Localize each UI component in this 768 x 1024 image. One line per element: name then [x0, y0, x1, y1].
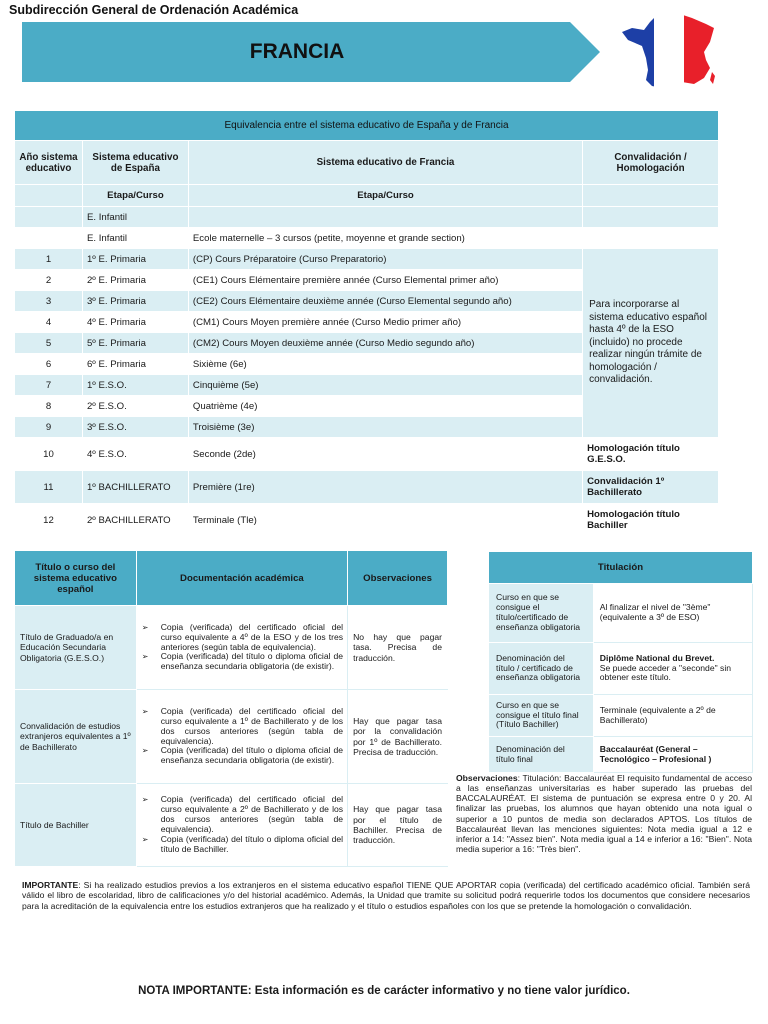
doc-obs-cell: Hay que pagar tasa por la convalidación por 1º de Bachillerato. Precisa de traducción. [348, 690, 448, 784]
observations-label: Observaciones [456, 773, 518, 783]
france-cell [188, 207, 582, 228]
doc-obs-cell: Hay que pagar tasa por el título de Bachiller. Precisa de traducción. [348, 784, 448, 867]
recognition-cell [583, 207, 719, 228]
france-cell: Cinquième (5e) [188, 375, 582, 396]
france-cell: Troisième (3e) [188, 417, 582, 438]
table-row [15, 784, 448, 867]
recognition-cell: Homologación título G.E.S.O. [583, 438, 719, 471]
subheader-france: Etapa/Curso [188, 185, 582, 207]
important-label: IMPORTANTE [22, 880, 79, 890]
year-cell [15, 228, 83, 249]
france-cell: Quatrième (4e) [188, 396, 582, 417]
list-item: ➢ Copia (verificada) del certificado oficial del curso equivalente a 1º de Bachillerato y de los dos cursos anteriores (según tabla de equivalencia). [139, 707, 343, 747]
spain-cell: 4º E. Primaria [82, 312, 188, 333]
header-obs: Observaciones [348, 551, 448, 606]
spain-cell: E. Infantil [82, 207, 188, 228]
year-cell: 8 [15, 396, 83, 417]
equivalence-table [14, 110, 719, 537]
organization-title: Subdirección General de Ordenación Académica [9, 3, 299, 17]
titulacion-label: Denominación del título / certificado de enseñanza obligatoria [489, 643, 594, 695]
country-title: FRANCIA [249, 40, 345, 63]
table-row [489, 737, 753, 773]
year-cell: 11 [15, 471, 83, 504]
header-year: Año sistema educativo [15, 141, 83, 185]
doc-title-cell: Convalidación de estudios extranjeros equivalentes a 1º de Bachillerato [15, 690, 137, 784]
spain-cell: 2º BACHILLERATO [82, 504, 188, 537]
table-row [489, 584, 753, 643]
header-recognition: Convalidación / Homologación [583, 141, 719, 185]
table-row [15, 690, 448, 784]
france-cell: (CP) Cours Préparatoire (Curso Preparatorio) [188, 249, 582, 270]
titulacion-table [488, 551, 753, 773]
observations-paragraph [456, 773, 752, 854]
list-item: ➢ Copia (verificada) del certificado oficial del curso equivalente a 4º de la ESO y de los tres anteriores (según tabla de equivalencia). [139, 623, 343, 653]
france-flag-map-icon [618, 2, 718, 92]
table-row [15, 471, 719, 504]
list-item: ➢ Copia (verificada) del título o diploma oficial de enseñanza secundaria obligatoria (de existir). [139, 652, 343, 672]
doc-docs-cell [136, 690, 347, 784]
titulacion-value-cell [593, 643, 752, 695]
recognition-note: Para incorporarse al sistema educativo español hasta 4º de la ESO (incluido) no procede realizar ningún trámite de homologación / convalidación. [583, 249, 719, 438]
footer-note: NOTA IMPORTANTE: Esta información es de carácter informativo y no tiene valor jurídico. [138, 985, 630, 997]
equivalence-caption: Equivalencia entre el sistema educativo de España y de Francia [15, 111, 719, 141]
france-cell: Seconde (2de) [188, 438, 582, 471]
year-cell [15, 207, 83, 228]
year-cell: 12 [15, 504, 83, 537]
titulacion-extra: Se puede acceder a "seconde" sin obtener este título. [599, 662, 732, 683]
year-cell: 9 [15, 417, 83, 438]
important-paragraph [22, 880, 750, 911]
france-cell: Terminale (Tle) [188, 504, 582, 537]
spain-cell: 1º E.S.O. [82, 375, 188, 396]
country-banner [22, 22, 600, 82]
france-cell: (CM2) Cours Moyen deuxième année (Curso Medio segundo año) [188, 333, 582, 354]
spain-cell: 3º E. Primaria [82, 291, 188, 312]
france-cell: Ecole maternelle – 3 cursos (petite, moyenne et grande section) [188, 228, 582, 249]
france-cell: Sixième (6e) [188, 354, 582, 375]
titulacion-label: Curso en que se consigue el título/certificado de enseñanza obligatoria [489, 584, 594, 643]
subheader-empty [583, 185, 719, 207]
doc-title-cell: Título de Bachiller [15, 784, 137, 867]
year-cell: 2 [15, 270, 83, 291]
observations-text: : Titulación: Baccalauréat El requisito fundamental de acceso a las enseñanzas universitarias es haber superado las pruebas del BACCALAURÉAT. El sistema de puntuación se expresa entre 0 y 20. Al finalizar las pruebas, los alumnos que hayan obtenido una nota igual o superior a 10 puntos de media son declarados APTOS. Los títulos de Baccalauréat llevan las menciones siguientes: Nota media igual a 12 e inferior a 14: "Assez bien". Nota media igual a 14 e inferior a 16: "Bien". Nota media superior a 16: "Très bien". [456, 773, 752, 854]
table-row [15, 228, 719, 249]
france-cell: (CE1) Cours Elémentaire première année (Curso Elemental primer año) [188, 270, 582, 291]
spain-cell: 5º E. Primaria [82, 333, 188, 354]
titulacion-value: Al finalizar el nivel de "3ème" (equivalente a 3º de ESO) [593, 584, 752, 643]
header-france: Sistema educativo de Francia [188, 141, 582, 185]
recognition-cell [583, 228, 719, 249]
titulacion-value: Baccalauréat (General – Tecnológico – Profesional ) [593, 737, 752, 773]
titulacion-header: Titulación [489, 552, 753, 584]
table-row [15, 438, 719, 471]
doc-title-cell: Título de Graduado/a en Educación Secundaria Obligatoria (G.E.S.O.) [15, 606, 137, 690]
documentation-table [14, 550, 448, 867]
table-row [489, 643, 753, 695]
subheader-empty [15, 185, 83, 207]
spain-cell: E. Infantil [82, 228, 188, 249]
year-cell: 4 [15, 312, 83, 333]
important-text: : Si ha realizado estudios previos a los extranjeros en el sistema educativo español TIENE QUE APORTAR copia (verificada) del certificado académico oficial. También será válido el libro de escolaridad, libro de calificaciones y/o del historial académico. Además, la Unidad que tramite su solicitud podrá requerirle todos los documentos que considere necesarios para la acreditación de la equivalencia entre los estudios extranjeros que ha realizado y el título o estudios españoles con los que se pretende la homologación o convalidación. [22, 880, 750, 911]
header-spain: Sistema educativo de España [82, 141, 188, 185]
year-cell: 5 [15, 333, 83, 354]
recognition-cell: Homologación título Bachiller [583, 504, 719, 537]
year-cell: 7 [15, 375, 83, 396]
spain-cell: 2º E. Primaria [82, 270, 188, 291]
recognition-cell: Convalidación 1º Bachillerato [583, 471, 719, 504]
france-cell: (CE2) Cours Elémentaire deuxième année (Curso Elemental segundo año) [188, 291, 582, 312]
header-docs: Documentación académica [136, 551, 347, 606]
titulacion-label: Curso en que se consigue el título final (Título Bachiller) [489, 695, 594, 737]
france-cell: (CM1) Cours Moyen première année (Curso Medio primer año) [188, 312, 582, 333]
table-row [15, 207, 719, 228]
spain-cell: 2º E.S.O. [82, 396, 188, 417]
subheader-spain: Etapa/Curso [82, 185, 188, 207]
header-title: Título o curso del sistema educativo español [15, 551, 137, 606]
spain-cell: 4º E.S.O. [82, 438, 188, 471]
list-item: ➢ Copia (verificada) del título o diploma oficial del título de Bachiller. [139, 835, 343, 855]
spain-cell: 6º E. Primaria [82, 354, 188, 375]
year-cell: 6 [15, 354, 83, 375]
doc-obs-cell: No hay que pagar tasa. Precisa de traducción. [348, 606, 448, 690]
list-item: ➢ Copia (verificada) del título o diploma oficial de enseñanza secundaria obligatoria (de existir). [139, 746, 343, 766]
table-row [15, 504, 719, 537]
spain-cell: 3º E.S.O. [82, 417, 188, 438]
spain-cell: 1º E. Primaria [82, 249, 188, 270]
table-row [15, 606, 448, 690]
table-row [15, 249, 719, 270]
doc-docs-cell [136, 606, 347, 690]
titulacion-label: Denominación del título final [489, 737, 594, 773]
list-item: ➢ Copia (verificada) del certificado oficial del curso equivalente a 2º de Bachillerato y de los dos cursos anteriores (según tabla de equivalencia). [139, 795, 343, 835]
year-cell: 1 [15, 249, 83, 270]
titulacion-value: Terminale (equivalente a 2º de Bachillerato) [593, 695, 752, 737]
titulacion-value: Diplôme National du Brevet. [599, 652, 715, 663]
year-cell: 3 [15, 291, 83, 312]
table-row [489, 695, 753, 737]
doc-docs-cell [136, 784, 347, 867]
year-cell: 10 [15, 438, 83, 471]
france-cell: Première (1re) [188, 471, 582, 504]
spain-cell: 1º BACHILLERATO [82, 471, 188, 504]
